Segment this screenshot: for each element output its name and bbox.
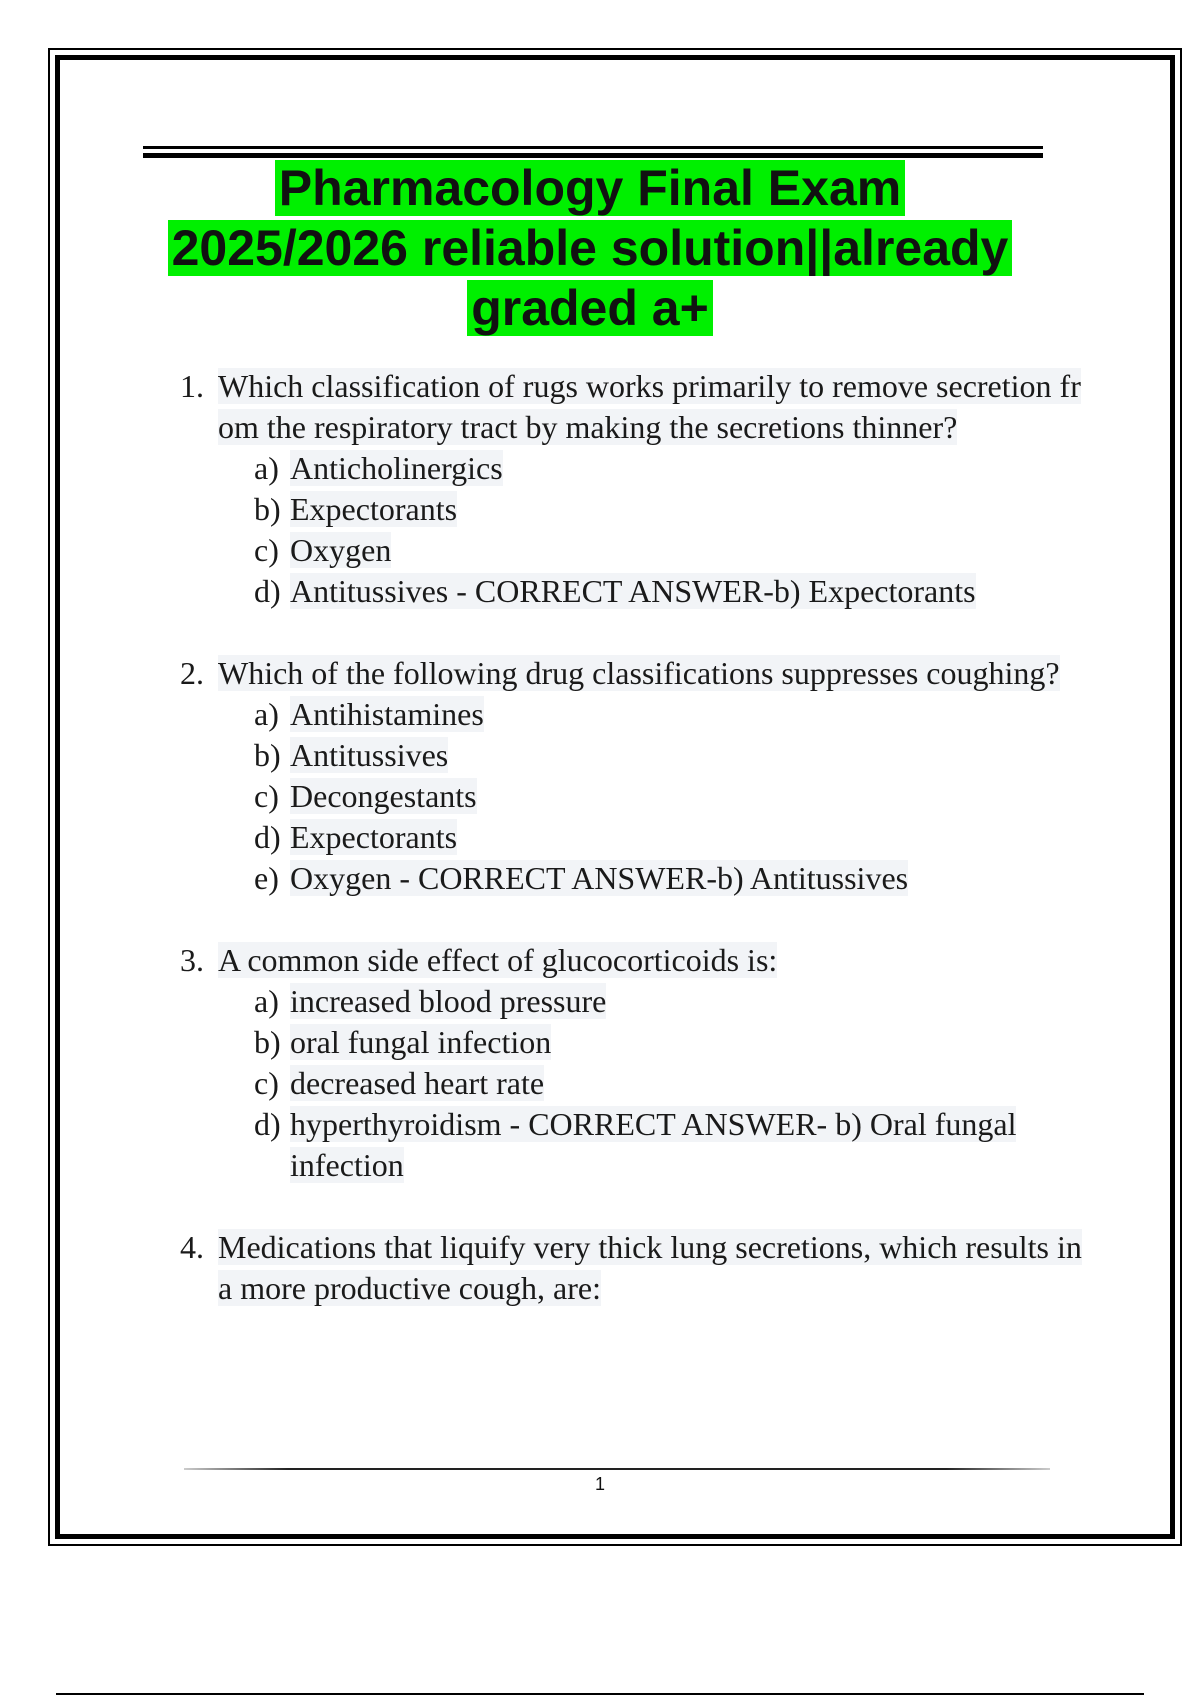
answer-options	[218, 981, 1090, 1186]
option-text: Oxygen	[290, 532, 392, 568]
option-text: Antihistamines	[290, 696, 484, 732]
option-label: c)	[254, 532, 279, 568]
option-label: b)	[254, 1024, 281, 1060]
option-text: Anticholinergics	[290, 450, 503, 486]
question-number: 2.	[180, 655, 204, 691]
question-text: Which of the following drug classifications suppresses coughing?	[218, 655, 1060, 691]
option-text: Antitussives - CORRECT ANSWER-b) Expectorants	[290, 573, 976, 609]
answer-option	[254, 1022, 1090, 1063]
footer-rule	[184, 1468, 1050, 1470]
answer-options	[218, 694, 1090, 899]
option-label: d)	[254, 819, 281, 855]
page-number: 1	[594, 1474, 605, 1494]
answer-option	[254, 530, 1090, 571]
answer-option	[254, 448, 1090, 489]
answer-option	[254, 858, 1090, 899]
option-label: c)	[254, 1065, 279, 1101]
option-label: b)	[254, 491, 281, 527]
option-label: a)	[254, 450, 279, 486]
question-item	[180, 653, 1090, 899]
option-label: d)	[254, 573, 281, 609]
question-item	[180, 940, 1090, 1186]
title-line-2: 2025/2026 reliable solution||already	[168, 220, 1013, 276]
option-text: Oxygen - CORRECT ANSWER-b) Antitussives	[290, 860, 909, 896]
answer-option	[254, 694, 1090, 735]
answer-option	[254, 981, 1090, 1022]
option-label: e)	[254, 860, 279, 896]
option-text: Expectorants	[290, 819, 458, 855]
option-text: Antitussives	[290, 737, 449, 773]
option-text: decreased heart rate	[290, 1065, 545, 1101]
question-list	[180, 366, 1090, 1350]
question-item	[180, 366, 1090, 612]
option-label: a)	[254, 696, 279, 732]
option-label: a)	[254, 983, 279, 1019]
question-number: 1.	[180, 368, 204, 404]
title-rule-thin	[143, 146, 1043, 149]
answer-option	[254, 817, 1090, 858]
bottom-edge-rule	[56, 1693, 1144, 1695]
answer-option	[254, 735, 1090, 776]
document-title	[130, 158, 1050, 338]
option-text: Expectorants	[290, 491, 458, 527]
question-text: Which classification of rugs works primarily to remove secretion from the respiratory tract by making the secretions thinner?	[218, 368, 1081, 445]
question-item	[180, 1227, 1090, 1309]
option-label: d)	[254, 1106, 281, 1142]
option-label: c)	[254, 778, 279, 814]
question-number: 3.	[180, 942, 204, 978]
title-line-3: graded a+	[467, 280, 713, 336]
answer-option	[254, 1063, 1090, 1104]
question-number: 4.	[180, 1229, 204, 1265]
title-line-1: Pharmacology Final Exam	[275, 160, 905, 216]
question-text: Medications that liquify very thick lung secretions, which results in a more productive cough, are:	[218, 1229, 1082, 1306]
option-text: hyperthyroidism - CORRECT ANSWER- b) Oral fungal infection	[290, 1106, 1017, 1183]
option-text: oral fungal infection	[290, 1024, 552, 1060]
answer-option	[254, 776, 1090, 817]
answer-option	[254, 489, 1090, 530]
answer-option	[254, 571, 1090, 612]
option-label: b)	[254, 737, 281, 773]
answer-option	[254, 1104, 1090, 1186]
option-text: Decongestants	[290, 778, 477, 814]
question-text: A common side effect of glucocorticoids is:	[218, 942, 778, 978]
option-text: increased blood pressure	[290, 983, 607, 1019]
answer-options	[218, 448, 1090, 612]
